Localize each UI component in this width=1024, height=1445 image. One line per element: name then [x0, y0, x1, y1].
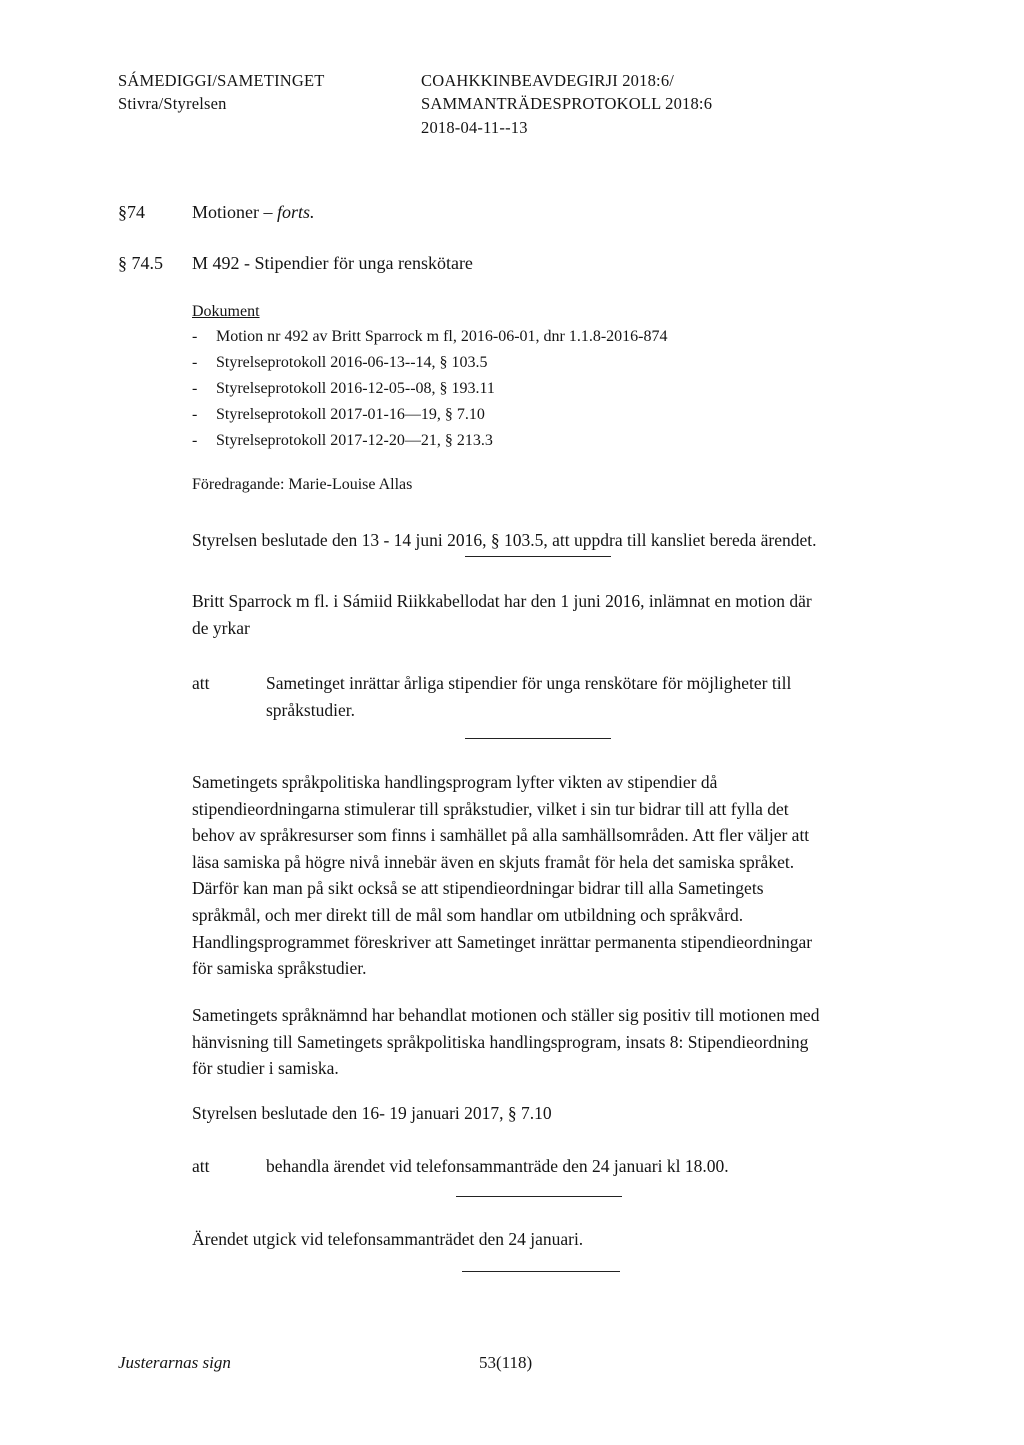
subsection-title: M 492 - Stipendier för unga renskötare	[192, 253, 473, 273]
list-item: - Styrelseprotokoll 2016-06-13--14, § 103.5	[192, 354, 488, 371]
paragraph: Sametingets språknämnd har behandlat motionen och ställer sig positiv till motionen med hänvisning till Sametingets språkpolitiska handlingsprogram, insats 8: Stipendieordning för studier i samiska.	[192, 1005, 820, 1079]
att-label: att	[192, 673, 210, 693]
section-number: §74	[118, 202, 145, 222]
presenter: Föredragande: Marie-Louise Allas	[192, 476, 413, 493]
protocol-subtitle: SAMMANTRÄDESPROTOKOLL 2018:6	[421, 94, 713, 113]
page-number: 53(118)	[479, 1353, 533, 1372]
divider	[462, 1271, 620, 1272]
subsection-number: § 74.5	[118, 253, 163, 273]
list-item: - Styrelseprotokoll 2017-01-16—19, § 7.10	[192, 406, 485, 423]
divider	[456, 1196, 622, 1197]
protocol-title: COAHKKINBEAVDEGIRJI 2018:6/	[421, 71, 675, 90]
att-label: att	[192, 1156, 210, 1176]
section-title: Motioner – forts.	[192, 202, 315, 222]
outcome-text: Ärendet utgick vid telefonsammanträdet den 24 januari.	[192, 1229, 584, 1249]
board-name: Stivra/Styrelsen	[118, 94, 227, 113]
documents-heading: Dokument	[192, 303, 260, 320]
list-item: - Motion nr 492 av Britt Sparrock m fl, 2016-06-01, dnr 1.1.8-2016-874	[192, 328, 668, 345]
paragraph: Sametingets språkpolitiska handlingsprogram lyfter vikten av stipendier då stipendieordningarna stimulerar till språkstudier, vilket i sin tur bidrar till att fylla det behov av språkresurser som finns i samhället på alla samhällsområden. Att fler väljer att läsa samiska på högre nivå innebär även en skjuts framåt för hela det samiska språket. Därför kan man på sikt också se att stipendieordningar bidrar till alla Sametingets språkmål, och mer direkt till de mål som handlar om utbildning och språkvård. Handlingsprogrammet föreskriver att Sametinget inrättar permanenta stipendieordningar för samiska språkstudier.	[192, 772, 813, 979]
decision-action: behandla ärendet vid telefonsammanträde den 24 januari kl 18.00.	[266, 1156, 729, 1176]
protocol-date: 2018-04-11--13	[421, 118, 528, 137]
decision-text: Styrelsen beslutade den 13 - 14 juni 2016, § 103.5, att uppdra till kansliet bereda ärendet.	[192, 530, 817, 550]
motion-intro: Britt Sparrock m fl. i Sámiid Riikkabellodat har den 1 juni 2016, inlämnat en motion där de yrkar	[192, 591, 812, 638]
list-item: - Styrelseprotokoll 2016-12-05--08, § 193.11	[192, 380, 495, 397]
organization-name: SÁMEDIGGI/SAMETINGET	[118, 71, 325, 90]
claim-text: Sametinget inrättar årliga stipendier för unga renskötare för möjligheter till språkstudier.	[266, 673, 792, 720]
signature-label: Justerarnas sign	[118, 1353, 231, 1372]
decision-text: Styrelsen beslutade den 16- 19 januari 2017, § 7.10	[192, 1103, 552, 1123]
divider	[465, 556, 611, 557]
list-item: - Styrelseprotokoll 2017-12-20—21, § 213.3	[192, 432, 493, 449]
divider	[465, 738, 611, 739]
